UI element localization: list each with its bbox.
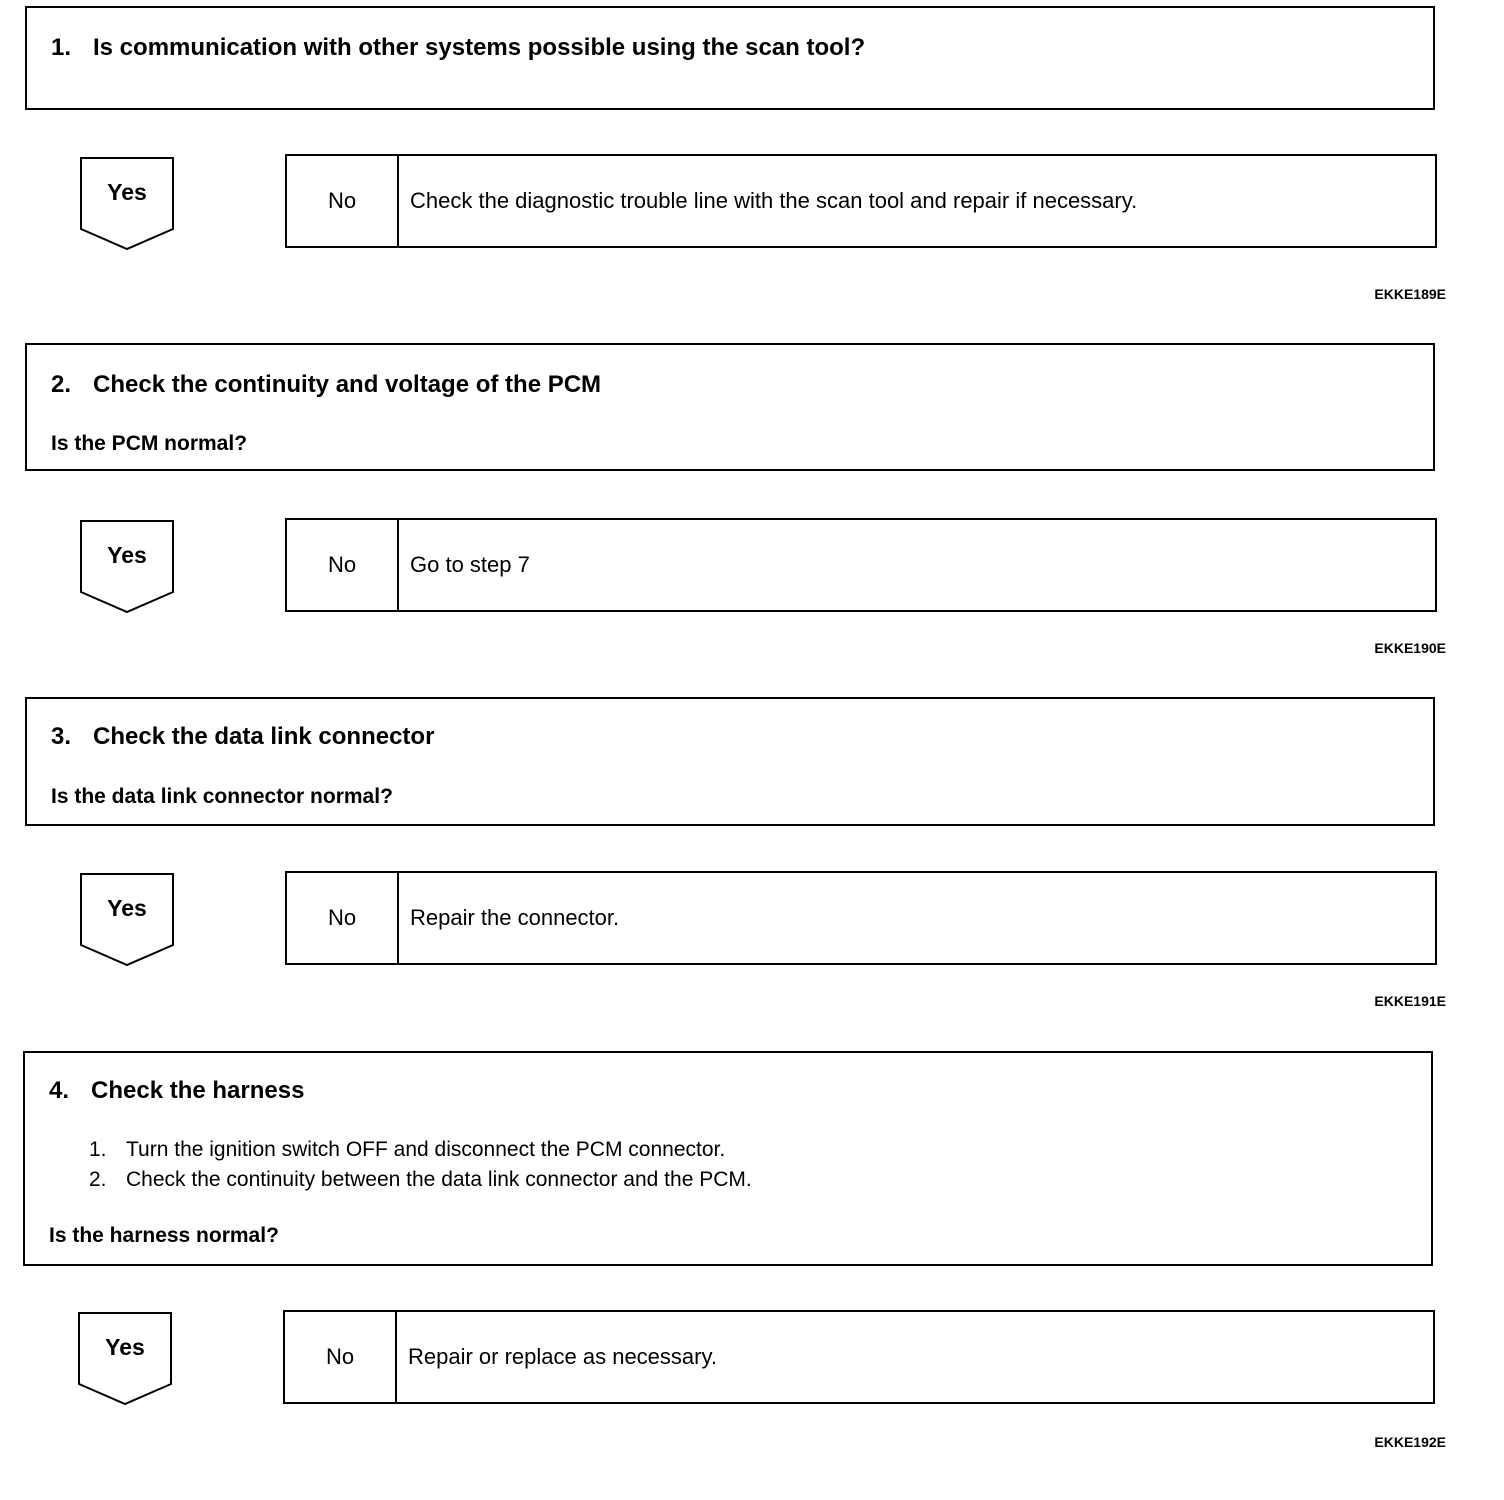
- no-label: No: [287, 520, 399, 610]
- substep-item: [89, 1165, 752, 1195]
- no-label: No: [287, 873, 399, 963]
- step-4-title: [49, 1077, 304, 1105]
- step-3-yes-arrow: [80, 873, 174, 967]
- step-title-text: Is communication with other systems possible using the scan tool?: [93, 34, 866, 61]
- step-4-box: [23, 1051, 1433, 1266]
- step-4-yes-arrow: [78, 1312, 172, 1406]
- step-1-title: [51, 34, 865, 62]
- figure-code: EKKE192E: [1374, 1434, 1446, 1450]
- step-1-yes-arrow: [80, 157, 174, 251]
- step-number: 1.: [51, 34, 72, 61]
- step-4-substeps: [89, 1135, 752, 1195]
- step-2-yes-arrow: [80, 520, 174, 614]
- no-action-text: Go to step 7: [410, 552, 530, 577]
- step-title-text: Check the harness: [91, 1077, 305, 1104]
- step-title-text: Check the continuity and voltage of the PCM: [93, 371, 602, 398]
- step-number: 3.: [51, 723, 72, 750]
- no-label: No: [285, 1312, 397, 1402]
- substep-number: 2.: [89, 1168, 107, 1191]
- step-2-question: Is the PCM normal?: [51, 432, 248, 455]
- step-1-box: [25, 6, 1435, 110]
- no-label: No: [287, 156, 399, 246]
- yes-label: Yes: [107, 895, 147, 921]
- figure-code: EKKE189E: [1374, 286, 1446, 302]
- yes-label: Yes: [105, 1334, 145, 1360]
- yes-label: Yes: [107, 179, 147, 205]
- step-3-box: [25, 697, 1435, 826]
- step-3-no-box: [285, 871, 1437, 965]
- no-action-text: Check the diagnostic trouble line with the scan tool and repair if necessary.: [410, 188, 1138, 213]
- substep-item: [89, 1135, 752, 1165]
- step-4-question: Is the harness normal?: [49, 1224, 279, 1247]
- step-title-text: Check the data link connector: [93, 723, 435, 750]
- step-3-question: Is the data link connector normal?: [51, 785, 393, 808]
- yes-label: Yes: [107, 542, 147, 568]
- step-2-title: [51, 371, 601, 399]
- figure-code: EKKE191E: [1374, 993, 1446, 1009]
- substep-number: 1.: [89, 1138, 107, 1161]
- no-action-text: Repair the connector.: [410, 905, 620, 930]
- step-2-box: [25, 343, 1435, 471]
- substep-text: Check the continuity between the data link connector and the PCM.: [126, 1168, 752, 1191]
- step-4-no-box: [283, 1310, 1435, 1404]
- step-1-no-box: [285, 154, 1437, 248]
- no-action-text: Repair or replace as necessary.: [408, 1344, 717, 1369]
- step-3-title: [51, 723, 434, 751]
- substep-text: Turn the ignition switch OFF and disconnect the PCM connector.: [126, 1138, 726, 1161]
- figure-code: EKKE190E: [1374, 640, 1446, 656]
- step-number: 4.: [49, 1077, 70, 1104]
- step-2-no-box: [285, 518, 1437, 612]
- step-number: 2.: [51, 371, 72, 398]
